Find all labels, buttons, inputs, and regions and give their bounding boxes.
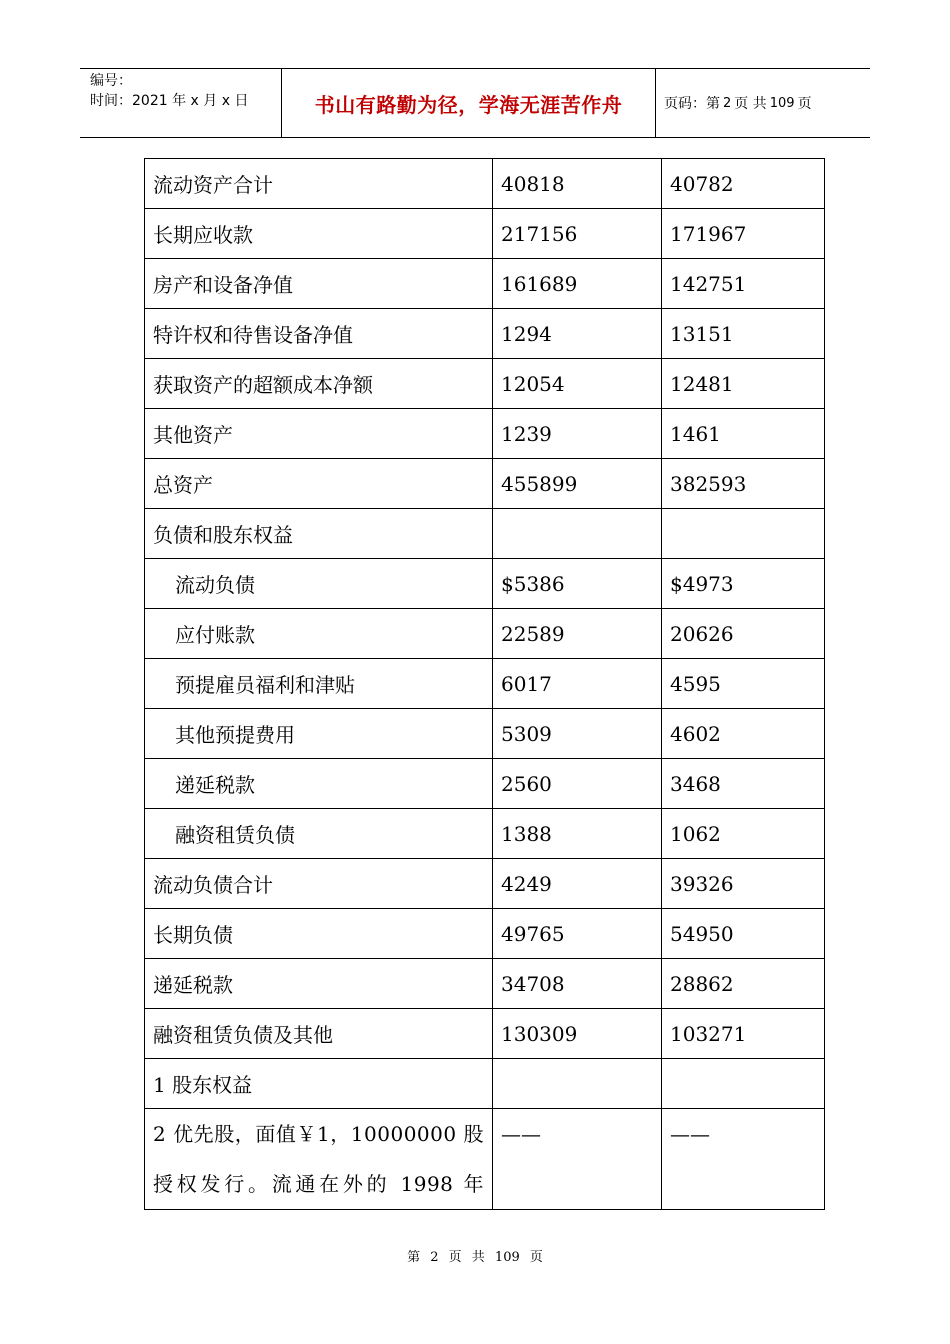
table-row — [145, 409, 825, 459]
balance-sheet-table — [144, 158, 825, 1210]
row-label: 长期负债 — [145, 909, 493, 959]
row-label: 流动负债合计 — [145, 859, 493, 909]
value-cell-1: 1294 — [493, 309, 662, 359]
row-label: 融资租赁负债及其他 — [145, 1009, 493, 1059]
page-current: 2 — [723, 95, 732, 111]
header-meta — [80, 69, 280, 137]
value-cell-1: 4249 — [493, 859, 662, 909]
table-row — [145, 259, 825, 309]
header-page-info — [656, 69, 870, 137]
table-row — [145, 1009, 825, 1059]
table-row — [145, 309, 825, 359]
row-label: 负债和股东权益 — [145, 509, 493, 559]
value-cell-1: 34708 — [493, 959, 662, 1009]
value-cell-2 — [662, 509, 825, 559]
row-label: 其他预提费用 — [145, 709, 493, 759]
value-cell-2: 4595 — [662, 659, 825, 709]
page-mid: 页 共 — [734, 96, 767, 112]
value-cell-1: 130309 — [493, 1009, 662, 1059]
value-cell-2: 1062 — [662, 809, 825, 859]
value-cell-1: 12054 — [493, 359, 662, 409]
row-label: 房产和设备净值 — [145, 259, 493, 309]
row-label: 应付账款 — [145, 609, 493, 659]
table-row — [145, 509, 825, 559]
value-cell-2: 39326 — [662, 859, 825, 909]
value-cell-1: $5386 — [493, 559, 662, 609]
row-label: 融资租赁负债 — [145, 809, 493, 859]
value-cell-1: 455899 — [493, 459, 662, 509]
table-row — [145, 359, 825, 409]
value-cell-2 — [662, 1059, 825, 1109]
document-date-label: 时间：2021 年 x 月 x 日 — [90, 93, 249, 109]
value-cell-2: 4602 — [662, 709, 825, 759]
row-label: 2 优先股，面值￥1，10000000 股授权发行。流通在外的 1998 年 — [145, 1109, 493, 1210]
table-row — [145, 709, 825, 759]
value-cell-2: 40782 — [662, 159, 825, 209]
row-label: 特许权和待售设备净值 — [145, 309, 493, 359]
value-cell-1 — [493, 1059, 662, 1109]
row-label: 1 股东权益 — [145, 1059, 493, 1109]
row-label: 其他资产 — [145, 409, 493, 459]
table-row — [145, 809, 825, 859]
table-row — [145, 559, 825, 609]
value-cell-2: 171967 — [662, 209, 825, 259]
value-cell-2: $4973 — [662, 559, 825, 609]
value-cell-2: 54950 — [662, 909, 825, 959]
value-cell-2: 3468 — [662, 759, 825, 809]
table-row — [145, 609, 825, 659]
row-label: 递延税款 — [145, 759, 493, 809]
value-cell-1: 6017 — [493, 659, 662, 709]
value-cell-1: 217156 — [493, 209, 662, 259]
value-cell-1: 5309 — [493, 709, 662, 759]
value-cell-1: —— — [493, 1109, 662, 1210]
table-row — [145, 459, 825, 509]
row-label: 总资产 — [145, 459, 493, 509]
table-row — [145, 659, 825, 709]
value-cell-2: 20626 — [662, 609, 825, 659]
value-cell-2: 103271 — [662, 1009, 825, 1059]
header-motto: 书山有路勤为径，学海无涯苦作舟 — [281, 69, 656, 137]
table-row — [145, 159, 825, 209]
row-label: 递延税款 — [145, 959, 493, 1009]
page-footer: 第 2 页 共 109 页 — [407, 1250, 543, 1265]
value-cell-2: 13151 — [662, 309, 825, 359]
row-label: 流动负债 — [145, 559, 493, 609]
value-cell-2: 28862 — [662, 959, 825, 1009]
table-row — [145, 1109, 825, 1210]
value-cell-1: 1388 — [493, 809, 662, 859]
table-row — [145, 209, 825, 259]
value-cell-1: 49765 — [493, 909, 662, 959]
table-row — [145, 1059, 825, 1109]
row-label: 预提雇员福利和津贴 — [145, 659, 493, 709]
page-prefix: 页码：第 — [664, 96, 720, 112]
value-cell-1: 22589 — [493, 609, 662, 659]
value-cell-1: 161689 — [493, 259, 662, 309]
value-cell-2: 12481 — [662, 359, 825, 409]
table-row — [145, 859, 825, 909]
value-cell-1 — [493, 509, 662, 559]
value-cell-2: 1461 — [662, 409, 825, 459]
value-cell-2: 382593 — [662, 459, 825, 509]
table-row — [145, 959, 825, 1009]
row-label: 获取资产的超额成本净额 — [145, 359, 493, 409]
row-label: 长期应收款 — [145, 209, 493, 259]
value-cell-1: 1239 — [493, 409, 662, 459]
page-total: 109 — [769, 95, 795, 111]
page-header — [80, 68, 870, 138]
table-row — [145, 909, 825, 959]
value-cell-2: 142751 — [662, 259, 825, 309]
value-cell-2: —— — [662, 1109, 825, 1210]
value-cell-1: 40818 — [493, 159, 662, 209]
value-cell-1: 2560 — [493, 759, 662, 809]
document-number-label: 编号： — [90, 73, 132, 89]
table-row — [145, 759, 825, 809]
page-suffix: 页 — [797, 96, 812, 112]
row-label: 流动资产合计 — [145, 159, 493, 209]
